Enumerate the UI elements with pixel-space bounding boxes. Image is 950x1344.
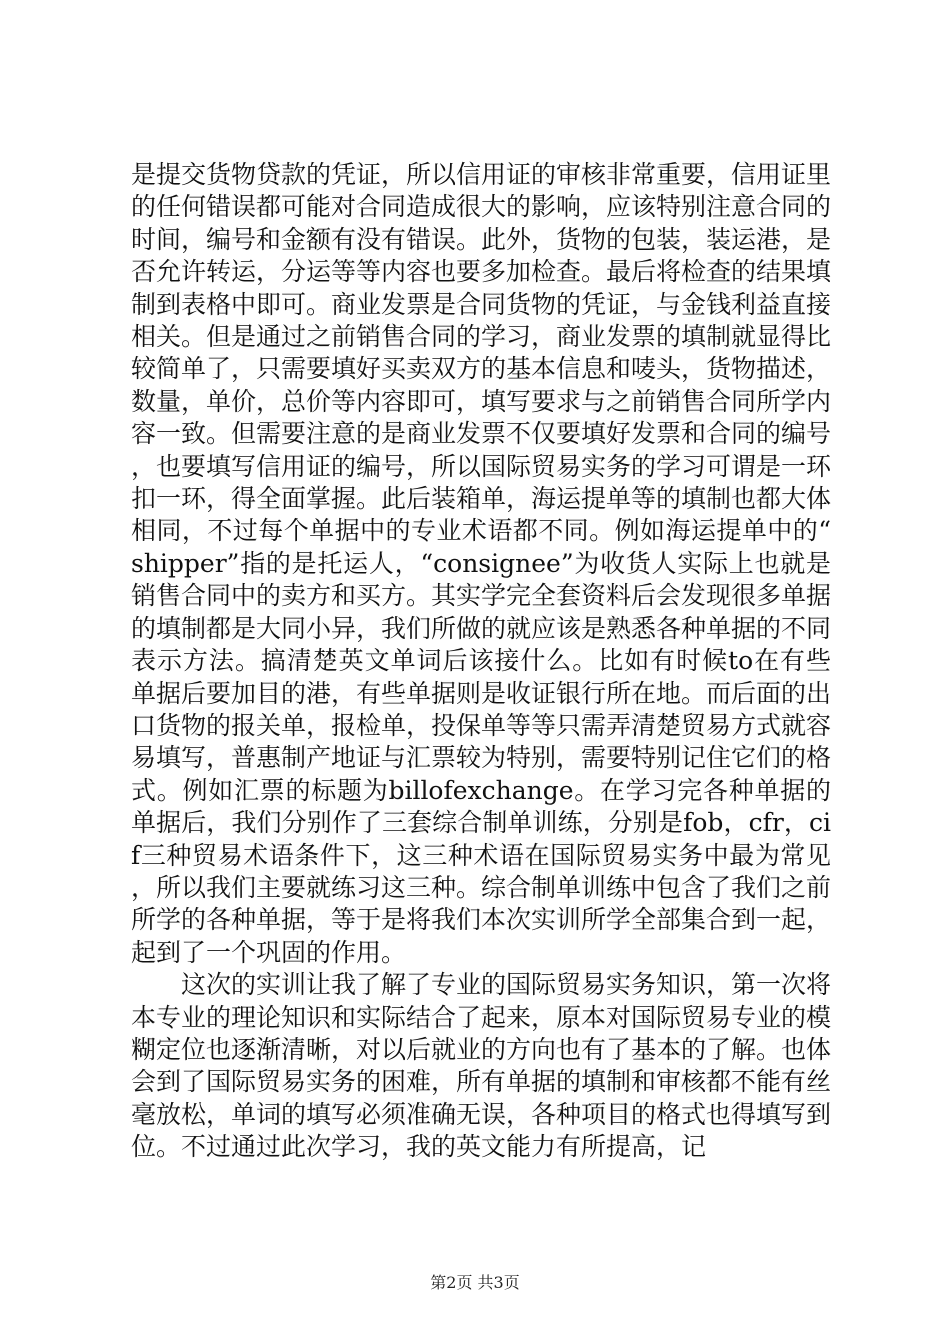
body-text (131, 159, 831, 1164)
page-number-footer: 第2页 共3页 (430, 1273, 520, 1292)
paragraph-reflection: 这次的实训让我了解了专业的国际贸易实务知识，第一次将本专业的理论知识和实际结合了起来，原本对国际贸易专业的模糊定位也逐渐清晰，对以后就业的方向也有了基本的了解。也体会到了国际贸易实务的困难，所有单据的填制和审核都不能有丝毫放松，单词的填写必须准确无误，各种项目的格式也得填写到位。不过通过此次学习，我的英文能力有所提高，记 (131, 970, 832, 1162)
paragraph-continued: 是提交货物贷款的凭证，所以信用证的审核非常重要，信用证里的任何错误都可能对合同造成很大的影响，应该特别注意合同的时间，编号和金额有没有错误。此外，货物的包装，装运港，是否允许转运，分运等等内容也要多加检查。最后将检查的结果填制到表格中即可。商业发票是合同货物的凭证，与金钱利益直接相关。但是通过之前销售合同的学习，商业发票的填制就显得比较简单了，只需要填好买卖双方的基本信息和唛头，货物描述，数量，单价，总价等内容即可，填写要求与之前销售合同所学内容一致。但需要注意的是商业发票不仅要填好发票和合同的编号，也要填写信用证的编号，所以国际贸易实务的学习可谓是一环扣一环，得全面掌握。此后装箱单，海运提单等的填制也都大体相同，不过每个单据中的专业术语都不同。例如海运提单中的“shipper”指的是托运人，“consignee”为收货人实际上也就是销售合同中的卖方和买方。其实学完全套资料后会发现很多单据的填制都是大同小异，我们所做的就应该是熟悉各种单据的不同表示方法。搞清楚英文单词后该接什么。比如有时候to在有些单据后要加目的港，有些单据则是收证银行所在地。而后面的出口货物的报关单，报检单，投保单等等只需弄清楚贸易方式就容易填写，普惠制产地证与汇票较为特别，需要特别记住它们的格式。例如汇票的标题为billofexchange。在学习完各种单据的单据后，我们分别作了三套综合制单训练，分别是fob，cfr，cif三种贸易术语条件下，这三种术语在国际贸易实务中最为常见，所以我们主要就练习这三种。综合制单训练中包含了我们之前所学的各种单据，等于是将我们本次实训所学全部集合到一起，起到了一个巩固的作用。 (131, 160, 832, 967)
